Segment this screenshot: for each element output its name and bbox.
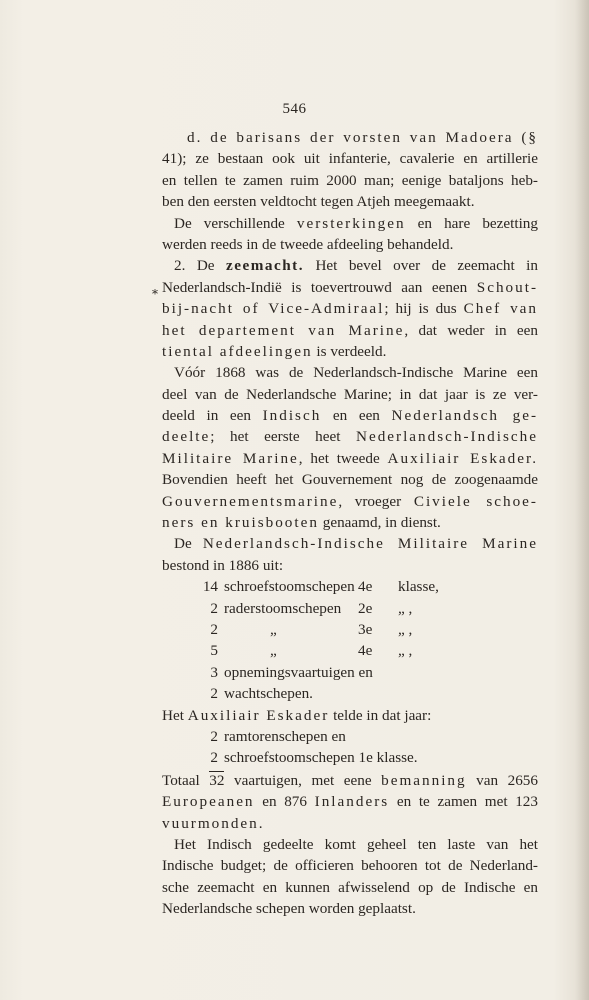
text-line (162, 277, 538, 298)
ship-type: wachtschepen. (224, 685, 313, 703)
text-line (162, 426, 538, 447)
ship-class: 3e (358, 620, 373, 638)
text-line (162, 533, 538, 554)
spaced-term: Chef van (463, 300, 538, 318)
text-span: Indische budget; de officieren behooren tot de Nederland- (162, 857, 538, 875)
fleet-list (162, 576, 538, 704)
list-item (162, 576, 538, 597)
spaced-term: ners en kruisbooten (162, 514, 319, 532)
text-line (162, 191, 538, 212)
text-line (162, 834, 538, 855)
text-line (162, 769, 538, 791)
text-span: Totaal (162, 771, 210, 789)
ship-count: 2 (210, 685, 218, 703)
text-span: telde in dat jaar: (329, 706, 432, 724)
text-span: Bovendien heeft het Gouvernement nog de zoogenaamde (162, 471, 538, 489)
ship-type: opnemingsvaartuigen en (224, 663, 373, 681)
ship-class-label: „ , (398, 642, 413, 660)
text-line (162, 213, 538, 234)
ship-class: 4e (358, 578, 373, 596)
ship-type: raderstoomschepen (224, 599, 342, 617)
spaced-term: Gouvernementsmarine (162, 492, 339, 510)
page-spine-shadow (575, 0, 589, 1000)
text-span: , dat weder in een (404, 321, 538, 339)
spaced-term: het departement van Marine (162, 321, 405, 339)
text-line (162, 405, 538, 426)
text-line (162, 127, 538, 148)
text-span: deel van de Nederlandsche Marine; in dat jaar is ze ver- (162, 385, 538, 403)
ship-class-label: „ , (398, 620, 413, 638)
text-line (162, 555, 538, 576)
ship-type: „ (270, 642, 277, 660)
spaced-term: bemanning (381, 771, 467, 789)
spaced-term: deelte (162, 428, 211, 446)
list-item (162, 747, 538, 768)
ship-type: „ (270, 620, 277, 638)
ship-count: 3 (210, 663, 218, 681)
text-span: ; hij is dus (384, 300, 464, 318)
text-span: , vroeger (338, 492, 414, 510)
spaced-term: tiental afdeelingen (162, 342, 313, 360)
spaced-term: bij-nacht of Vice-Admiraal (162, 300, 385, 318)
margin-mark: * (152, 287, 158, 301)
spaced-term: Indisch (262, 407, 322, 425)
text-line (162, 255, 538, 276)
spaced-term: Auxiliair Eskader. (387, 449, 539, 467)
spaced-term: vuurmonden. (162, 814, 265, 832)
text-line (162, 512, 538, 533)
ship-count: 2 (210, 599, 218, 617)
spaced-term: Auxiliair Eskader (187, 706, 330, 724)
text-line (162, 341, 538, 362)
text-line (162, 362, 538, 383)
text-span: werden reeds in de tweede afdeeling behandeld. (162, 235, 454, 253)
spaced-term: Nederlandsch-Indische (355, 428, 538, 446)
spaced-term: Nederlandsch-Indische Militaire Marine (202, 535, 538, 553)
text-span: Het Indisch gedeelte komt geheel ten laste van het (174, 835, 538, 853)
ship-type: schroefstoomschepen (224, 578, 355, 596)
text-span: d. de barisans der vorsten van Madoera (§ (187, 129, 538, 146)
text-line (162, 813, 538, 834)
text-line (162, 448, 538, 469)
text-span: en te zamen met 123 (389, 793, 538, 811)
text-line (162, 298, 538, 319)
ship-class-label: „ , (398, 599, 413, 617)
text-span: vaartuigen, met eene (224, 771, 382, 789)
ship-class: 2e (358, 599, 373, 617)
list-item (162, 662, 538, 683)
page-number: 546 (282, 101, 307, 117)
text-span: 2. De (174, 257, 226, 275)
text-span: Nederlandsch-Indië is toevertrouwd aan eenen (162, 278, 477, 296)
spaced-term: Europeanen (162, 793, 255, 811)
ship-count: 14 (202, 578, 218, 596)
text-span: is verdeeld. (312, 342, 387, 360)
text-span: deeld in een (162, 407, 263, 425)
text-line (162, 469, 538, 490)
auxiliair-list (162, 726, 538, 769)
list-item (162, 619, 538, 640)
spaced-term: Civiele schoe- (413, 492, 538, 510)
text-span: en 876 (254, 793, 315, 811)
ship-count: 5 (210, 642, 218, 660)
total-count: 32 (209, 771, 225, 789)
ship-count: 2 (210, 749, 218, 767)
text-span: bestond in 1886 uit: (162, 556, 284, 574)
text-line (162, 898, 538, 919)
text-span: genaamd, in dienst. (318, 514, 441, 532)
text-line (162, 148, 538, 169)
list-item (162, 683, 538, 704)
text-span: De (174, 535, 203, 553)
text-span: , het tweede (298, 449, 388, 467)
text-line (162, 877, 538, 898)
spaced-term: Militaire Marine (162, 449, 299, 467)
text-span: van 2656 (466, 771, 538, 789)
spaced-term: versterkingen (296, 214, 406, 232)
list-item (162, 640, 538, 661)
text-span: ; het eerste heet (210, 428, 356, 446)
text-line (162, 234, 538, 255)
text-line (162, 855, 538, 876)
text-line (162, 491, 538, 512)
text-span: en hare bezetting (405, 214, 538, 232)
list-item (162, 598, 538, 619)
text-span: ben den eersten veldtocht tegen Atjeh meegemaakt. (162, 193, 475, 211)
text-span: 41); ze bestaan ook uit infanterie, cavalerie en artillerie (162, 150, 538, 168)
text-line (162, 791, 538, 812)
spaced-term: Schout- (476, 278, 538, 296)
text-line (162, 384, 538, 405)
text-span: De verschillende (174, 214, 297, 232)
ship-type: schroefstoomschepen 1e klasse. (224, 749, 418, 767)
text-span: en een (321, 407, 392, 425)
text-line (162, 320, 538, 341)
text-span: Het (162, 706, 188, 724)
text-line (162, 705, 538, 726)
ship-class: 4e (358, 642, 373, 660)
list-item (162, 726, 538, 747)
text-span: sche zeemacht en kunnen afwisselend op de Indische en (162, 878, 538, 896)
text-line (162, 170, 538, 191)
ship-class-label: klasse, (398, 578, 439, 596)
ship-type: ramtorenschepen en (224, 727, 346, 745)
spaced-term: Inlanders (314, 793, 390, 811)
text-span: en tellen te zamen ruim 2000 man; eenige bataljons heb- (162, 171, 538, 189)
ship-count: 2 (210, 727, 218, 745)
text-span: Het bevel over de zeemacht in (304, 257, 538, 275)
spaced-term: Nederlandsch ge- (391, 407, 539, 425)
ship-count: 2 (210, 620, 218, 638)
body-text (162, 127, 538, 919)
section-heading-zeemacht: zeemacht. (226, 257, 305, 275)
text-span: Vóór 1868 was de Nederlandsch-Indische Marine een (174, 364, 538, 382)
text-span: Nederlandsche schepen worden geplaatst. (162, 900, 416, 918)
